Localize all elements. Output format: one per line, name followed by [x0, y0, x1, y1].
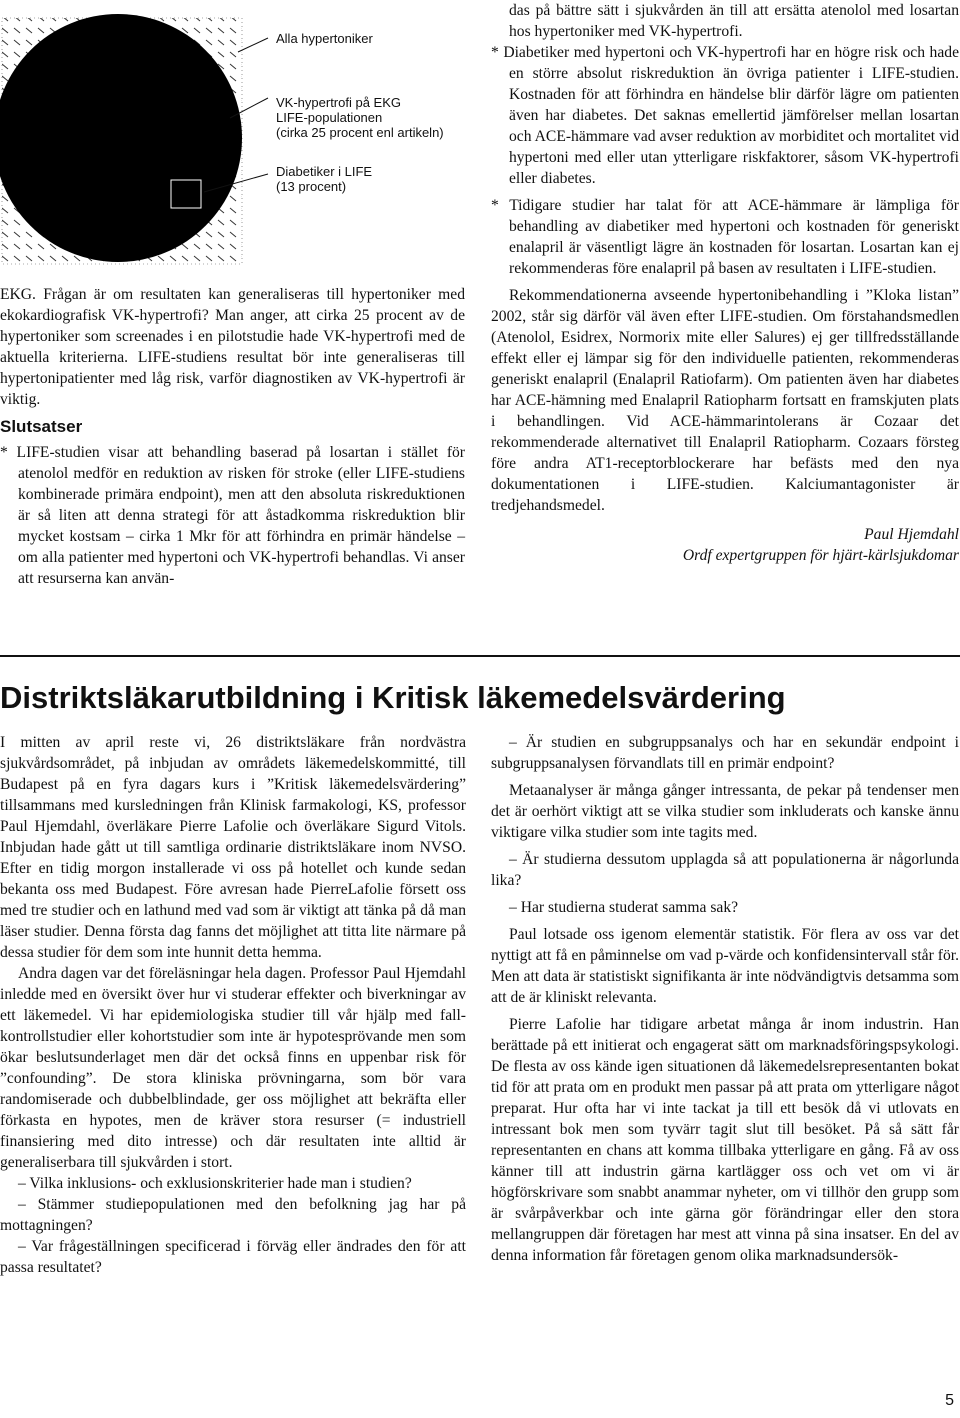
article-headline: Distriktsläkarutbildning i Kritisk läkemedelsvärdering [0, 680, 786, 715]
hypertension-population-diagram [0, 0, 480, 282]
question-same-thing: – Har studierna studerat samma sak? [509, 899, 739, 916]
paragraph-statistics: Paul lotsade oss igenom elementär statistik. För flera av oss var det nyttigt att få en påminnelse om vad p-värde och konfidensintervall står för. Men att data är statistiskt signifikanta är inte nödvändigtvis detsamma som att de är kliniskt relevanta. [491, 926, 959, 1006]
conclusion-bullet-2: * Diabetiker med hypertoni och VK-hypertrofi har en högre risk och hade en större absolut riskreduktion än övriga patienter i LIFE-studien. Kostnaden för att förhindra en händelse blir därför lägre om patienten även har diabetes. Det saknas emellertid jämförelser mellan losartan och ACE-hämmare vad avser reduktion av morbiditet och mortalitet vid hypertoni med eller utan ytterligare riskfaktorer, såsom VK-hypertrofi eller diabetes. [491, 44, 959, 187]
paragraph-generalization: EKG. Frågan är om resultaten kan generaliseras till hypertoniker med ekokardiografisk VK-hypertrofi? Man anger, att cirka 25 procent av de hypertoniker som screenades i en pilotstudie hade VK-hypertrofi med de aktuella kriterierna. LIFE-studiens resultat bör inte generaliseras till hypertonipatienter med låg risk, varför diagnostiken av VK-hypertrofi är viktig. [0, 286, 465, 408]
figure-label-diabetes-line1: Diabetiker i LIFE [276, 164, 373, 179]
diabetes-subgroup-fill [173, 182, 199, 206]
paragraph-recommendations: Rekommendationerna avseende hypertonibehandling i ”Kloka listan” 2002, står sig därför väl även efter LIFE-studien. Om förstahandsmedlen (Atenolol, Esidrex, Normorix mite eller Salures) ej ger tillfredsställande effekt eller ej lämpar sig för den individuelle patienten, rekommenderas generiskt enalapril (Enalapril Ratiofarm). Om patienten även har diabetes har ACE-hämning med Enalapril Ratiopharm fortsatt en framskjuten plats i behandlingen. Vid ACE-hämmarintolerans är Cozaar det rekommenderade alternativet till Enalapril Ratiopharm. Cozaars försteg före andra AT1-receptorblockerare har befästs med den nya dokumentationen i LIFE-studien. Kalciumantagonister är tredjehandsmedel. [491, 287, 959, 514]
author-name: Paul Hjemdahl [864, 526, 959, 543]
figure-label-lvh-line1: VK-hypertrofi på EKG [276, 95, 401, 110]
question-inclusion-criteria: – Vilka inklusions- och exklusionskriterier hade man i studien? [18, 1175, 412, 1192]
heading-conclusions: Slutsatser [0, 417, 83, 436]
question-prespecified: – Var frågeställningen specificerad i förväg eller ändrades den för att passa resultatet? [0, 1238, 466, 1276]
page-number: 5 [945, 1392, 954, 1409]
figure-label-lvh-line3: (cirka 25 procent enl artikeln) [276, 125, 444, 140]
question-study-population: – Stämmer studiepopulationen med den befolkning jag har på mottagningen? [0, 1196, 466, 1234]
author-role: Ordf expertgruppen för hjärt-kärlsjukdomar [682, 547, 959, 564]
figure-label-diabetes-line2: (13 procent) [276, 179, 347, 194]
top-right-column [491, 0, 959, 566]
paragraph-marketing: Pierre Lafolie har tidigare arbetat många år inom industrin. Han berättade på ett initierat och engagerat sätt om marknadsföringspsykologi. De flesta av oss kände igen situationen då läkemedelsrepresentanten bokat tid för att prata om en produkt men passar på att prata om ytterligare något preparat. Hur ofta har vi inte tackat ja till ett besök då vi utlovats en intressant bok men som tyvärr tagit slut till besöket. På så sätt får representanten en chans att komma tillbaka ytterligare en gång. Få av oss känner till att industrin gärna kartlägger oss och vet om vi är högförskrivare som snabbt anammar nyheter, om vi tillhör den grupp som är svårpåverkbar och inte gärna gör förändringar eller den stora mellangruppen där företagen har mest att vinna på sina insatser. En del av denna information får företagen genom olika marknadsundersök- [491, 1016, 959, 1264]
figure-label-all-hypertensives: Alla hypertoniker [276, 31, 373, 46]
conclusion-bullet-1: * LIFE-studien visar att behandling baserad på losartan i stället för atenolol medför en reduktion av risken för stroke (eller LIFE-studiens kombinerade primära endpoint), men att den absoluta riskreduktionen är så liten att denna strategi för att åstadkomma riskreduktion blir mycket kostsam – cirka 1 Mkr för att förhindra en primär händelse – om alla patienter med hypertoni och VK-hypertrofi behandlas. Vi anser att resurserna kan använ- [0, 444, 465, 587]
paragraph-second-day: Andra dagen var det föreläsningar hela dagen. Professor Paul Hjemdahl inledde med en översikt över hur vi studerar effekter och biverkningar av ett läkemedel. Vi har epidemiologiska studier till vår hjälp med fall-kontrollstudier eller kohortstudier som inte är hypotesprövande men som ökar beslutsunderlaget men där det också finns en uppenbar risk för ”confounding”. De stora kliniska prövningarna, som bör vara randomiserade och dubbelblindade, ger oss möjlighet att bekräfta eller förkasta en hypotes, men de kräver stora resurser (= industriell finansiering med dito intresse) och där resultaten inte alltid är generaliserbara till sjukvården i stort. [0, 965, 466, 1171]
paragraph-meta-analyses: Metaanalyser är många gånger intressanta, de pekar på tendenser men det är oerhört viktigt att se vilka studier som inkluderats och kanske ännu viktigare vilka studier som inte tagits med. [491, 782, 959, 841]
bottom-left-column [0, 732, 466, 1278]
top-left-column [0, 284, 465, 589]
paragraph-intro: I mitten av april reste vi, 26 distriktsläkare från nordvästra sjukvårdsområdet, på inbjudan av områdets läkemedelskommitté, till Budapest på en fyra dagars kurs i ”Kritisk läkemedelsvärdering” tillsammans med kursledningen från Klinisk farmakologi, KS, professor Paul Hjemdahl, överläkare Pierre Lafolie och överläkare Sigurd Vitols. Inbjudan hade gått ut till samtliga ordinarie distriktsläkare inom NVSO. Efter en tidig morgon installerade vi oss på hotellet och kunde sedan bekanta oss med Budapest. Före avresan hade PierreLafolie försett oss med tre studier och en lathund med vad som är viktigt att tänka på då man läser studier. Denna första dag fanns det möjlighet att titta lite närmare på dessa studier för dem som inte hunnit detta hemma. [0, 734, 466, 961]
lvh-population-circle [0, 14, 242, 262]
pointer-line-all [238, 38, 268, 52]
population-venn-graphic [0, 0, 480, 282]
bottom-right-column [491, 732, 959, 1266]
question-subgroup-analysis: – Är studien en subgruppsanalys och har en sekundär endpoint i subgruppsanalysen förvandlats till en primär endpoint? [491, 734, 959, 772]
figure-label-lvh-line2: LIFE-populationen [276, 110, 383, 125]
section-divider [0, 655, 960, 657]
conclusion-bullet-3: * Tidigare studier har talat för att ACE-hämmare är lämpliga för behandling av diabetiker med hypertoni och kostnaden för generiskt enalapril är väsentligt lägre än kostnaden för losartan. Losartan kan ej rekommenderas före enalapril på basen av resultaten i LIFE-studien. [491, 197, 959, 277]
conclusion-bullet-1-continued: das på bättre sätt i sjukvården än till att ersätta atenolol med losartan hos hypertoniker med VK-hypertrofi. [509, 2, 959, 40]
question-similar-populations: – Är studierna dessutom upplagda så att populationerna är någorlunda lika? [491, 851, 959, 889]
